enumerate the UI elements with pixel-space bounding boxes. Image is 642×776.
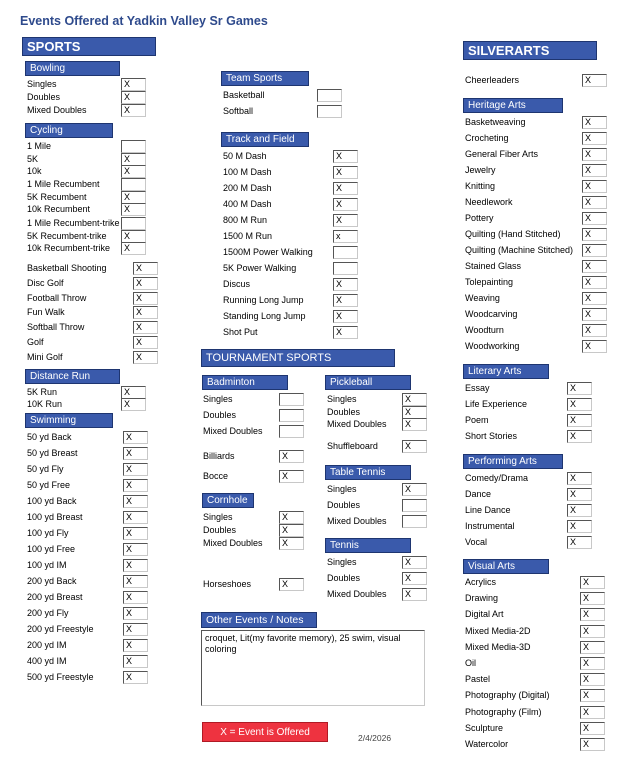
event-checkbox-visual-arts-oil[interactable]: X xyxy=(580,657,605,670)
event-label-horseshoes-horseshoes: Horseshoes xyxy=(203,579,252,589)
event-label-heritage-arts-weaving: Weaving xyxy=(465,293,500,303)
event-checkbox-swimming-100-yd-back[interactable]: X xyxy=(123,495,148,508)
event-checkbox-visual-arts-photography-digital[interactable]: X xyxy=(580,689,605,702)
event-checkbox-tennis-mixed-doubles[interactable]: X xyxy=(402,588,427,601)
event-checkbox-cycling-5k[interactable]: X xyxy=(121,153,146,166)
notes-field[interactable]: croquet, Lit(my favorite memory), 25 swim, visual coloring xyxy=(201,630,425,706)
event-label-track-field-800-m-run: 800 M Run xyxy=(223,215,268,225)
event-checkbox-heritage-arts-crocheting[interactable]: X xyxy=(582,132,607,145)
event-label-track-field-running-long-jump: Running Long Jump xyxy=(223,295,304,305)
event-label-badminton-mixed-doubles: Mixed Doubles xyxy=(203,426,263,436)
event-checkbox-swimming-100-yd-fly[interactable]: X xyxy=(123,527,148,540)
event-label-misc-sports-mini-golf: Mini Golf xyxy=(27,351,63,362)
event-label-visual-arts-oil: Oil xyxy=(465,658,476,668)
performing-arts-header: Performing Arts xyxy=(463,454,563,469)
distance-run-header: Distance Run xyxy=(25,369,120,384)
event-checkbox-visual-arts-drawing[interactable]: X xyxy=(580,592,605,605)
event-label-swimming-500-yd-freestyle: 500 yd Freestyle xyxy=(27,672,94,682)
event-checkbox-track-field-1500m-power-walking[interactable] xyxy=(333,246,358,259)
event-checkbox-track-field-discus[interactable]: X xyxy=(333,278,358,291)
event-label-swimming-200-yd-im: 200 yd IM xyxy=(27,640,67,650)
visual-arts-header: Visual Arts xyxy=(463,559,549,574)
event-checkbox-cycling-1-mile[interactable] xyxy=(121,140,146,153)
tennis-header: Tennis xyxy=(325,538,411,553)
event-label-cycling-10k: 10k xyxy=(27,166,42,176)
event-label-cycling-1-mile: 1 Mile xyxy=(27,141,52,151)
event-checkbox-heritage-arts-tolepainting[interactable]: X xyxy=(582,276,607,289)
event-label-heritage-arts-jewelry: Jewelry xyxy=(465,165,496,175)
event-label-distance-run-5k-run: 5K Run xyxy=(27,387,58,397)
event-label-swimming-50-yd-free: 50 yd Free xyxy=(27,480,71,490)
event-label-cornhole-singles: Singles xyxy=(203,512,233,522)
event-label-performing-arts-instrumental: Instrumental xyxy=(465,521,515,531)
event-label-track-field-5k-power-walking: 5K Power Walking xyxy=(223,263,297,273)
event-label-heritage-arts-quilting-machine-stitched: Quilting (Machine Stitched) xyxy=(465,245,574,255)
event-label-visual-arts-mixed-media-3d: Mixed Media-3D xyxy=(465,641,531,652)
event-label-visual-arts-sculpture: Sculpture xyxy=(465,722,504,733)
event-label-track-field-50-m-dash: 50 M Dash xyxy=(223,151,267,161)
event-checkbox-literary-arts-essay[interactable]: X xyxy=(567,382,592,395)
event-checkbox-heritage-arts-general-fiber-arts[interactable]: X xyxy=(582,148,607,161)
event-checkbox-heritage-arts-jewelry[interactable]: X xyxy=(582,164,607,177)
event-checkbox-swimming-200-yd-breast[interactable]: X xyxy=(123,591,148,604)
event-label-heritage-arts-pottery: Pottery xyxy=(465,213,494,223)
event-checkbox-track-field-5k-power-walking[interactable] xyxy=(333,262,358,275)
event-label-track-field-shot-put: Shot Put xyxy=(223,327,258,337)
event-label-swimming-200-yd-breast: 200 yd Breast xyxy=(27,592,83,602)
literary-arts-header: Literary Arts xyxy=(463,364,549,379)
event-checkbox-cycling-1-mile-recumbent[interactable] xyxy=(121,178,146,191)
event-label-misc-sports-golf: Golf xyxy=(27,337,44,347)
event-checkbox-misc-sports-golf[interactable]: X xyxy=(133,336,158,349)
event-checkbox-misc-sports-mini-golf[interactable]: X xyxy=(133,351,158,364)
event-label-heritage-arts-stained-glass: Stained Glass xyxy=(465,261,522,271)
event-checkbox-track-field-200-m-dash[interactable]: X xyxy=(333,182,358,195)
event-label-performing-arts-vocal: Vocal xyxy=(465,537,488,547)
event-checkbox-billiards-bocce-billiards[interactable]: X xyxy=(279,450,304,463)
event-label-track-field-100-m-dash: 100 M Dash xyxy=(223,167,272,177)
event-label-cycling-1-mile-recumbent: 1 Mile Recumbent xyxy=(27,179,100,189)
event-label-visual-arts-photography-digital: Photography (Digital) xyxy=(465,690,550,701)
event-checkbox-swimming-100-yd-breast[interactable]: X xyxy=(123,511,148,524)
event-checkbox-swimming-200-yd-fly[interactable]: X xyxy=(123,607,148,620)
event-checkbox-cornhole-doubles[interactable]: X xyxy=(279,524,304,537)
event-label-cycling-1-mile-recumbent-trike: 1 Mile Recumbent-trike xyxy=(27,218,120,228)
event-checkbox-table-tennis-doubles[interactable] xyxy=(402,499,427,512)
event-checkbox-swimming-50-yd-back[interactable]: X xyxy=(123,431,148,444)
event-checkbox-horseshoes-horseshoes[interactable]: X xyxy=(279,578,304,591)
event-checkbox-literary-arts-life-experience[interactable]: X xyxy=(567,398,592,411)
event-label-swimming-100-yd-back: 100 yd Back xyxy=(27,496,77,506)
page-title: Events Offered at Yadkin Valley Sr Games xyxy=(20,14,268,28)
event-checkbox-track-field-standing-long-jump[interactable]: X xyxy=(333,310,358,323)
event-checkbox-table-tennis-mixed-doubles[interactable] xyxy=(402,515,427,528)
event-checkbox-visual-arts-digital-art[interactable]: X xyxy=(580,608,605,621)
event-checkbox-performing-arts-dance[interactable]: X xyxy=(567,488,592,501)
event-checkbox-performing-arts-vocal[interactable]: X xyxy=(567,536,592,549)
event-checkbox-cycling-10k[interactable]: X xyxy=(121,165,146,178)
event-checkbox-cycling-5k-recumbent[interactable]: X xyxy=(121,191,146,204)
event-label-cycling-5k: 5K xyxy=(27,154,39,164)
event-checkbox-heritage-arts-woodworking[interactable]: X xyxy=(582,340,607,353)
event-label-track-field-1500m-power-walking: 1500M Power Walking xyxy=(223,247,313,257)
event-checkbox-literary-arts-short-stories[interactable]: X xyxy=(567,430,592,443)
event-label-billiards-bocce-billiards: Billiards xyxy=(203,451,235,461)
event-checkbox-performing-arts-line-dance[interactable]: X xyxy=(567,504,592,517)
event-checkbox-swimming-500-yd-freestyle[interactable]: X xyxy=(123,671,148,684)
swimming-header: Swimming xyxy=(25,413,113,428)
event-label-swimming-100-yd-free: 100 yd Free xyxy=(27,544,76,554)
event-checkbox-performing-arts-comedy-drama[interactable]: X xyxy=(567,472,592,485)
event-checkbox-pickleball-singles[interactable]: X xyxy=(402,393,427,406)
event-checkbox-track-field-running-long-jump[interactable]: X xyxy=(333,294,358,307)
event-label-performing-arts-comedy-drama: Comedy/Drama xyxy=(465,473,529,483)
event-label-badminton-singles: Singles xyxy=(203,394,233,404)
event-checkbox-performing-arts-instrumental[interactable]: X xyxy=(567,520,592,533)
event-label-swimming-200-yd-freestyle: 200 yd Freestyle xyxy=(27,624,94,634)
event-checkbox-heritage-arts-knitting[interactable]: X xyxy=(582,180,607,193)
event-checkbox-pickleball-doubles[interactable]: X xyxy=(402,406,427,419)
event-label-literary-arts-essay: Essay xyxy=(465,383,490,393)
event-label-misc-sports-disc-golf: Disc Golf xyxy=(27,277,64,288)
event-label-heritage-arts-tolepainting: Tolepainting xyxy=(465,277,514,287)
event-label-cornhole-mixed-doubles: Mixed Doubles xyxy=(203,538,263,548)
event-label-track-field-standing-long-jump: Standing Long Jump xyxy=(223,311,306,321)
event-label-heritage-arts-basketweaving: Basketweaving xyxy=(465,117,526,127)
event-checkbox-track-field-800-m-run[interactable]: X xyxy=(333,214,358,227)
event-label-badminton-doubles: Doubles xyxy=(203,410,237,420)
event-checkbox-misc-sports-disc-golf[interactable]: X xyxy=(133,277,158,290)
event-checkbox-badminton-doubles[interactable] xyxy=(279,409,304,422)
event-label-literary-arts-poem: Poem xyxy=(465,415,489,425)
event-checkbox-swimming-200-yd-back[interactable]: X xyxy=(123,575,148,588)
event-label-visual-arts-photography-film: Photography (Film) xyxy=(465,706,542,717)
badminton-header: Badminton xyxy=(202,375,288,390)
event-checkbox-misc-sports-basketball-shooting[interactable]: X xyxy=(133,262,158,275)
event-checkbox-heritage-arts-quilting-machine-stitched[interactable]: X xyxy=(582,244,607,257)
event-label-literary-arts-life-experience: Life Experience xyxy=(465,399,528,409)
event-label-pickleball-singles: Singles xyxy=(327,394,357,404)
event-label-team-sports-basketball: Basketball xyxy=(223,90,265,100)
event-checkbox-visual-arts-mixed-media-3d[interactable]: X xyxy=(580,641,605,654)
team-sports-header: Team Sports xyxy=(221,71,309,86)
event-checkbox-visual-arts-watercolor[interactable]: X xyxy=(580,738,605,751)
event-label-performing-arts-line-dance: Line Dance xyxy=(465,505,511,515)
event-checkbox-shuffleboard-shuffleboard[interactable]: X xyxy=(402,440,427,453)
event-checkbox-heritage-arts-basketweaving[interactable]: X xyxy=(582,116,607,129)
event-checkbox-visual-arts-pastel[interactable]: X xyxy=(580,673,605,686)
event-label-track-field-discus: Discus xyxy=(223,279,251,289)
event-checkbox-heritage-arts-quilting-hand-stitched[interactable]: X xyxy=(582,228,607,241)
event-checkbox-table-tennis-singles[interactable]: X xyxy=(402,483,427,496)
event-label-swimming-50-yd-fly: 50 yd Fly xyxy=(27,464,64,474)
event-checkbox-misc-sports-football-throw[interactable]: X xyxy=(133,292,158,305)
event-label-heritage-arts-woodworking: Woodworking xyxy=(465,341,520,351)
event-label-heritage-arts-woodcarving: Woodcarving xyxy=(465,309,518,319)
event-checkbox-badminton-singles[interactable] xyxy=(279,393,304,406)
event-label-tennis-mixed-doubles: Mixed Doubles xyxy=(327,589,387,599)
event-label-swimming-200-yd-fly: 200 yd Fly xyxy=(27,608,69,618)
event-checkbox-bowling-mixed-doubles[interactable]: X xyxy=(121,104,146,117)
event-checkbox-badminton-mixed-doubles[interactable] xyxy=(279,425,304,438)
event-label-swimming-100-yd-fly: 100 yd Fly xyxy=(27,528,69,538)
event-checkbox-track-field-400-m-dash[interactable]: X xyxy=(333,198,358,211)
event-label-swimming-400-yd-im: 400 yd IM xyxy=(27,656,67,666)
event-checkbox-heritage-arts-pottery[interactable]: X xyxy=(582,212,607,225)
event-checkbox-distance-run-10k-run[interactable]: X xyxy=(121,398,146,411)
event-label-distance-run-10k-run: 10K Run xyxy=(27,399,63,409)
event-checkbox-swimming-400-yd-im[interactable]: X xyxy=(123,655,148,668)
event-checkbox-heritage-arts-woodcarving[interactable]: X xyxy=(582,308,607,321)
event-label-bowling-doubles: Doubles xyxy=(27,92,61,102)
event-label-heritage-arts-general-fiber-arts: General Fiber Arts xyxy=(465,149,539,159)
event-checkbox-track-field-1500-m-run[interactable]: x xyxy=(333,230,358,243)
event-checkbox-heritage-arts-stained-glass[interactable]: X xyxy=(582,260,607,273)
event-checkbox-heritage-arts-needlework[interactable]: X xyxy=(582,196,607,209)
event-checkbox-swimming-100-yd-im[interactable]: X xyxy=(123,559,148,572)
event-label-misc-sports-softball-throw: Softball Throw xyxy=(27,322,85,333)
event-label-visual-arts-acrylics: Acrylics xyxy=(465,577,496,587)
event-label-heritage-arts-quilting-hand-stitched: Quilting (Hand Stitched) xyxy=(465,229,561,239)
event-checkbox-swimming-200-yd-freestyle[interactable]: X xyxy=(123,623,148,636)
event-label-swimming-50-yd-back: 50 yd Back xyxy=(27,432,72,442)
event-checkbox-visual-arts-acrylics[interactable]: X xyxy=(580,576,605,589)
date-label: 2/4/2026 xyxy=(358,733,392,743)
legend-box: X = Event is Offered xyxy=(202,722,328,742)
event-label-visual-arts-drawing: Drawing xyxy=(465,593,499,604)
event-checkbox-cornhole-mixed-doubles[interactable]: X xyxy=(279,537,304,550)
event-label-swimming-50-yd-breast: 50 yd Breast xyxy=(27,448,78,458)
event-label-swimming-100-yd-im: 100 yd IM xyxy=(27,560,67,570)
event-label-visual-arts-watercolor: Watercolor xyxy=(465,739,509,749)
event-checkbox-literary-arts-poem[interactable]: X xyxy=(567,414,592,427)
event-checkbox-misc-sports-softball-throw[interactable]: X xyxy=(133,321,158,334)
event-label-track-field-200-m-dash: 200 M Dash xyxy=(223,183,272,193)
event-checkbox-billiards-bocce-bocce[interactable]: X xyxy=(279,470,304,483)
tournament-sports-header: TOURNAMENT SPORTS xyxy=(201,349,395,367)
event-checkbox-cycling-1-mile-recumbent-trike[interactable] xyxy=(121,217,146,230)
event-checkbox-track-field-50-m-dash[interactable]: X xyxy=(333,150,358,163)
table-tennis-header: Table Tennis xyxy=(325,465,411,480)
event-label-heritage-arts-needlework: Needlework xyxy=(465,197,513,207)
event-checkbox-heritage-arts-weaving[interactable]: X xyxy=(582,292,607,305)
event-label-visual-arts-mixed-media-2d: Mixed Media-2D xyxy=(465,625,531,636)
event-checkbox-track-field-100-m-dash[interactable]: X xyxy=(333,166,358,179)
event-checkbox-cornhole-singles[interactable]: X xyxy=(279,511,304,524)
event-checkbox-visual-arts-sculpture[interactable]: X xyxy=(580,722,605,735)
event-label-heritage-arts-crocheting: Crocheting xyxy=(465,133,509,143)
event-label-visual-arts-digital-art: Digital Art xyxy=(465,609,504,620)
event-label-swimming-200-yd-back: 200 yd Back xyxy=(27,576,77,586)
sports-header: SPORTS xyxy=(22,37,156,56)
event-label-track-field-400-m-dash: 400 M Dash xyxy=(223,199,272,209)
track-field-header: Track and Field xyxy=(221,132,309,147)
event-label-cycling-10k-recumbent: 10k Recumbent xyxy=(27,204,91,214)
event-checkbox-cheerleaders-cheerleaders[interactable]: X xyxy=(582,74,607,87)
event-checkbox-visual-arts-mixed-media-2d[interactable]: X xyxy=(580,625,605,638)
event-checkbox-swimming-100-yd-free[interactable]: X xyxy=(123,543,148,556)
event-checkbox-swimming-50-yd-free[interactable]: X xyxy=(123,479,148,492)
event-checkbox-distance-run-5k-run[interactable]: X xyxy=(121,386,146,399)
event-label-track-field-1500-m-run: 1500 M Run xyxy=(223,231,273,241)
event-checkbox-team-sports-basketball[interactable] xyxy=(317,89,342,102)
event-label-misc-sports-fun-walk: Fun Walk xyxy=(27,307,65,318)
notes-header: Other Events / Notes xyxy=(201,612,317,628)
event-checkbox-team-sports-softball[interactable] xyxy=(317,105,342,118)
event-label-swimming-100-yd-breast: 100 yd Breast xyxy=(27,512,83,522)
event-label-billiards-bocce-bocce: Bocce xyxy=(203,471,229,481)
event-label-misc-sports-football-throw: Football Throw xyxy=(27,292,87,303)
event-label-bowling-mixed-doubles: Mixed Doubles xyxy=(27,105,87,115)
event-label-pickleball-mixed-doubles: Mixed Doubles xyxy=(327,419,387,429)
event-label-table-tennis-doubles: Doubles xyxy=(327,500,361,510)
event-label-shuffleboard-shuffleboard: Shuffleboard xyxy=(327,441,378,451)
event-checkbox-cycling-10k-recumbent-trike[interactable]: X xyxy=(121,242,146,255)
event-label-cycling-5k-recumbent-trike: 5K Recumbent-trike xyxy=(27,231,107,241)
event-label-tennis-singles: Singles xyxy=(327,557,357,567)
event-checkbox-heritage-arts-woodturn[interactable]: X xyxy=(582,324,607,337)
event-checkbox-pickleball-mixed-doubles[interactable]: X xyxy=(402,418,427,431)
event-checkbox-cycling-5k-recumbent-trike[interactable]: X xyxy=(121,230,146,243)
event-label-bowling-singles: Singles xyxy=(27,79,57,89)
pickleball-header: Pickleball xyxy=(325,375,411,390)
event-checkbox-misc-sports-fun-walk[interactable]: X xyxy=(133,306,158,319)
event-checkbox-tennis-singles[interactable]: X xyxy=(402,556,427,569)
event-checkbox-swimming-50-yd-breast[interactable]: X xyxy=(123,447,148,460)
heritage-arts-header: Heritage Arts xyxy=(463,98,563,113)
event-checkbox-swimming-50-yd-fly[interactable]: X xyxy=(123,463,148,476)
event-label-cheerleaders-cheerleaders: Cheerleaders xyxy=(465,75,520,85)
cycling-header: Cycling xyxy=(25,123,113,138)
event-checkbox-cycling-10k-recumbent[interactable]: X xyxy=(121,203,146,216)
event-label-table-tennis-singles: Singles xyxy=(327,484,357,494)
cornhole-header: Cornhole xyxy=(202,493,254,508)
event-label-performing-arts-dance: Dance xyxy=(465,489,492,499)
event-label-cycling-10k-recumbent-trike: 10k Recumbent-trike xyxy=(27,243,111,253)
event-label-literary-arts-short-stories: Short Stories xyxy=(465,431,518,441)
event-label-table-tennis-mixed-doubles: Mixed Doubles xyxy=(327,516,387,526)
event-label-cornhole-doubles: Doubles xyxy=(203,525,237,535)
event-label-heritage-arts-woodturn: Woodturn xyxy=(465,325,504,335)
event-label-pickleball-doubles: Doubles xyxy=(327,407,361,417)
event-checkbox-tennis-doubles[interactable]: X xyxy=(402,572,427,585)
event-label-misc-sports-basketball-shooting: Basketball Shooting xyxy=(27,263,107,273)
event-label-heritage-arts-knitting: Knitting xyxy=(465,181,496,191)
event-checkbox-swimming-200-yd-im[interactable]: X xyxy=(123,639,148,652)
silverarts-header: SILVERARTS xyxy=(463,41,597,60)
event-checkbox-bowling-doubles[interactable]: X xyxy=(121,91,146,104)
event-label-visual-arts-pastel: Pastel xyxy=(465,674,491,685)
event-checkbox-visual-arts-photography-film[interactable]: X xyxy=(580,706,605,719)
event-label-cycling-5k-recumbent: 5K Recumbent xyxy=(27,192,87,202)
bowling-header: Bowling xyxy=(25,61,120,76)
event-checkbox-bowling-singles[interactable]: X xyxy=(121,78,146,91)
event-label-team-sports-softball: Softball xyxy=(223,106,254,116)
event-label-tennis-doubles: Doubles xyxy=(327,573,361,583)
event-checkbox-track-field-shot-put[interactable]: X xyxy=(333,326,358,339)
